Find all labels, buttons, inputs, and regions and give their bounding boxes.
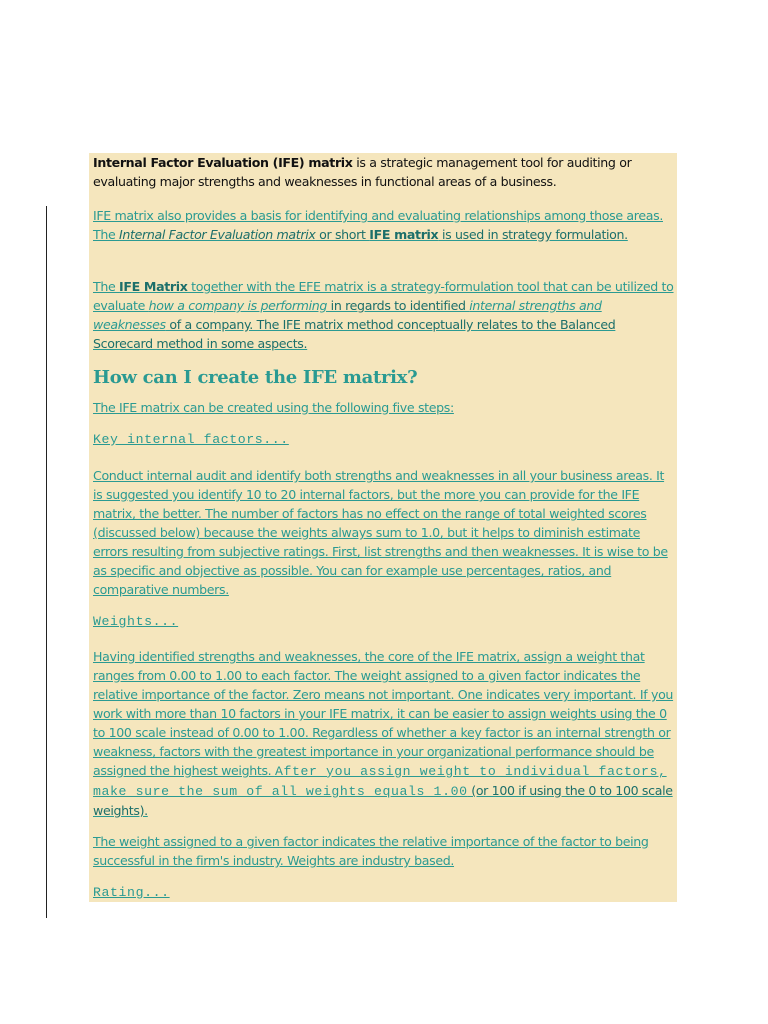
weights-sum-note: After you assign weight to individual factors, make sure the sum of all weights equals 1.00 <box>93 764 667 799</box>
step-weights-title[interactable]: Weights... <box>93 614 179 629</box>
weights-industry-paragraph[interactable]: The weight assigned to a given factor indicates the relative importance of the factor to being successful in the firm's industry. Weights are industry based. <box>93 834 649 868</box>
weights-paragraph[interactable]: Having identified strengths and weaknesses, the core of the IFE matrix, assign a weight that ranges from 0.00 to 1.00 to each factor. The weight assigned to a given factor indicates the relative importance of the factor. Zero means not important. One indicates very important. If you work with more than 10 factors in your IFE matrix, it can be easier to assign weights using the 0 to 100 scale instead of 0.00 to 1.00. Regardless of whether a key factor is an internal strength or weakness, factors with the greatest importance in your organizational performance should be assigned the highest weights. After you assign weight to individual factors, make sure the sum of all weights equals 1.00 (or 100 if using the 0 to 100 scale weights). <box>93 649 674 818</box>
efe-paragraph[interactable]: The IFE Matrix together with the EFE matrix is a strategy-formulation tool that can be utilized to evaluate how a company is performing in regards to identified internal strengths and weaknesses of a company. The IFE matrix method conceptually relates to the Balanced Scorecard method in some aspects. <box>93 279 674 351</box>
intro-paragraph: Internal Factor Evaluation (IFE) matrix is a strategic management tool for auditing or evaluating major strengths and weaknesses in functional areas of a business. <box>93 155 632 189</box>
ife-term: Internal Factor Evaluation (IFE) matrix <box>93 155 353 170</box>
section-heading: How can I create the IFE matrix? <box>93 367 418 388</box>
basis-paragraph[interactable]: IFE matrix also provides a basis for identifying and evaluating relationships among those areas. The Internal Factor Evaluation matrix or short IFE matrix is used in strategy formulation. <box>93 208 663 242</box>
steps-intro[interactable]: The IFE matrix can be created using the following five steps: <box>93 400 454 415</box>
document-content <box>89 153 677 902</box>
step-key-factors-title[interactable]: Key internal factors... <box>93 432 289 447</box>
key-factors-paragraph[interactable]: Conduct internal audit and identify both strengths and weaknesses in all your business areas. It is suggested you identify 10 to 20 internal factors, but the more you can provide for the IFE matrix, the better. The number of factors has no effect on the range of total weighted scores (discussed below) because the weights always sum to 1.0, but it helps to diminish estimate errors resulting from subjective ratings. First, list strengths and then weaknesses. It is wise to be as specific and objective as possible. You can for example use percentages, ratios, and comparative numbers. <box>93 468 668 597</box>
page-margin-line <box>46 206 47 918</box>
step-rating-title[interactable]: Rating... <box>93 885 170 900</box>
